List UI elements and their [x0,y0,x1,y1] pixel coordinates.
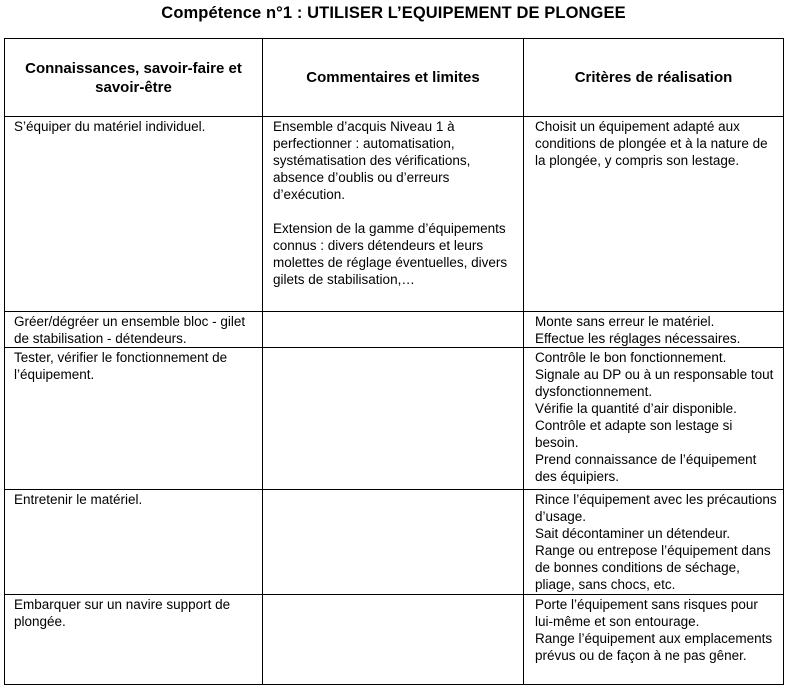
criteres-cell [524,490,784,595]
criteres-cell [524,595,784,685]
header-connaissances [5,39,263,117]
critere-line: Contrôle et adapte son lestage si besoin. [535,418,733,450]
commentaires-cell [263,490,524,595]
critere-line: Contrôle le bon fonctionnement. [535,350,727,365]
competence-text: Gréer/dégréer un ensemble bloc - gilet de stabilisation - détendeurs. [14,314,246,346]
header-commentaires [263,39,524,117]
commentaires-cell [263,595,524,685]
header-criteres-label: Critères de réalisation [574,69,733,86]
commentaires-cell [263,312,524,348]
commentaire-paragraph: Ensemble d’acquis Niveau 1 à perfectionner : automatisation, systématisation des vérifications, absence d’oublis ou d’erreurs d’exécution. [273,119,471,202]
critere-line: Monte sans erreur le matériel. [535,314,715,329]
commentaires-cell [263,348,524,490]
commentaire-paragraph: Extension de la gamme d’équipements connus : divers détendeurs et leurs molettes de réglage éventuelles, divers gilets de stabilisation,… [273,221,508,287]
critere-line: Sait décontaminer un détendeur. [535,526,731,541]
competence-cell [5,490,263,595]
page-title: Compétence n°1 : UTILISER L’EQUIPEMENT DE PLONGEE [161,4,626,22]
competence-table [4,38,784,685]
critere-line: Vérifie la quantité d’air disponible. [535,401,737,416]
critere-line: Signale au DP ou à un responsable tout dysfonctionnement. [535,367,774,399]
competence-text: Tester, vérifier le fonctionnement de l’équipement. [14,350,228,382]
header-commentaires-label: Commentaires et limites [306,69,480,86]
competence-cell [5,312,263,348]
critere-line: Prend connaissance de l’équipement des équipiers. [535,452,757,484]
critere-line: Rince l’équipement avec les précautions d’usage. [535,492,777,524]
competence-cell [5,117,263,312]
header-connaissances-label: Connaissances, savoir-faire et savoir-être [25,59,242,96]
criteres-cell [524,117,784,312]
table-row [5,595,784,685]
competence-text: Embarquer sur un navire support de plongée. [14,597,231,629]
commentaires-cell [263,117,524,312]
table-row [5,490,784,595]
competence-cell [5,595,263,685]
competence-text: S’équiper du matériel individuel. [14,119,206,134]
criteres-cell [524,348,784,490]
criteres-cell [524,312,784,348]
critere-line: Effectue les réglages nécessaires. [535,331,741,346]
critere-line: Choisit un équipement adapté aux conditions de plongée et à la nature de la plongée, y compris son lestage. [535,119,768,168]
table-row [5,117,784,312]
competence-cell [5,348,263,490]
header-criteres [524,39,784,117]
table-row [5,348,784,490]
competence-text: Entretenir le matériel. [14,492,143,507]
critere-line: Range ou entrepose l’équipement dans de bonnes conditions de séchage, pliage, sans chocs, etc. [535,543,771,592]
table-row [5,312,784,348]
critere-line: Porte l’équipement sans risques pour lui-même et son entourage. [535,597,758,629]
critere-line: Range l’équipement aux emplacements prévus ou de façon à ne pas gêner. [535,631,773,663]
table-header-row [5,39,784,117]
